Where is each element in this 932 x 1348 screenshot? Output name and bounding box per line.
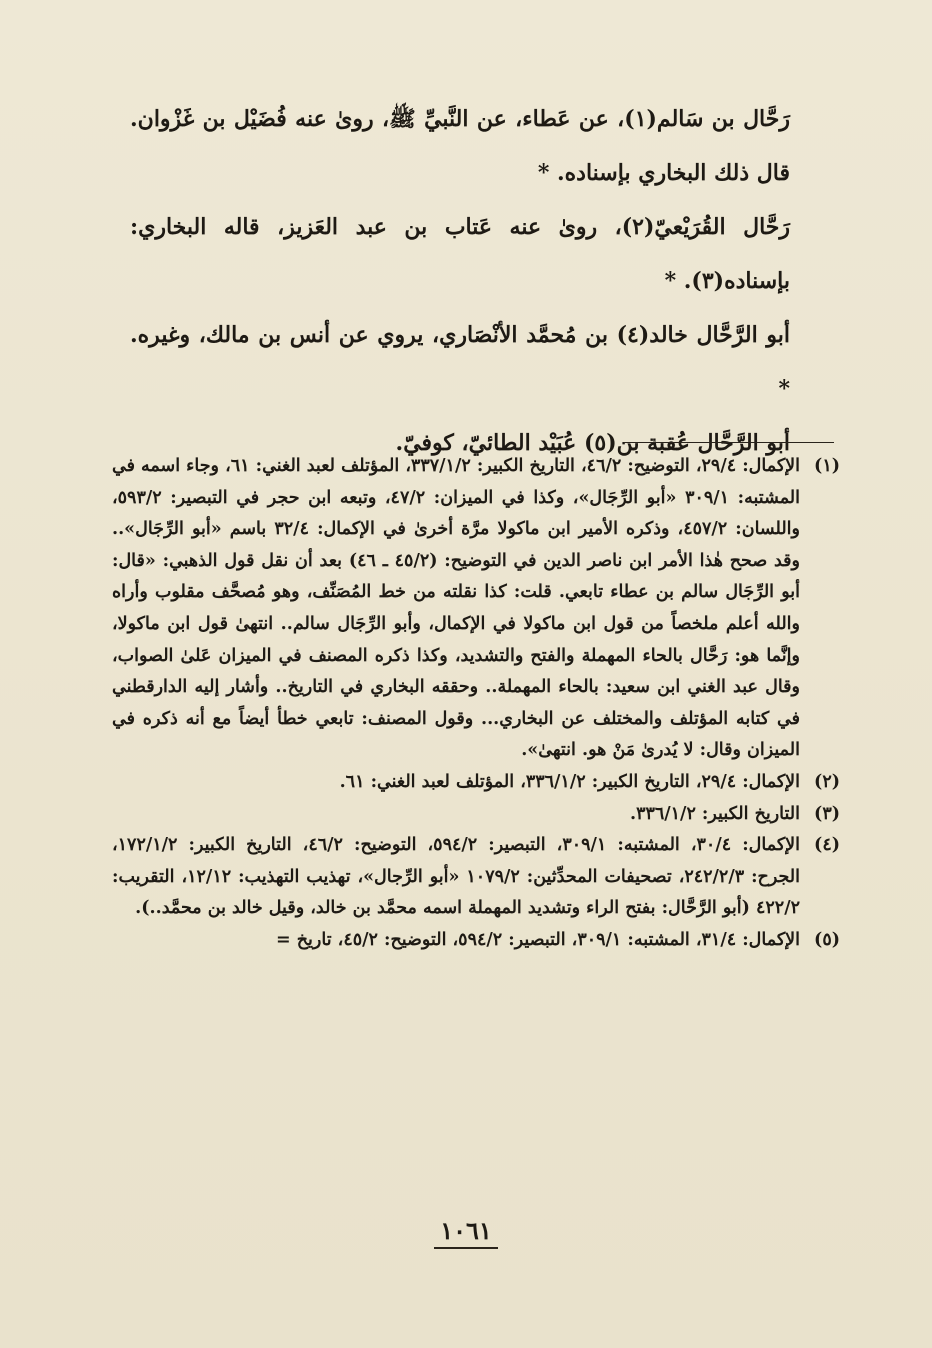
- footnote-text: الإكمال: ٣١/٤، المشتبه: ٣٠٩/١، التبصير: ٥٩٤/٢، التوضيح: ٤٥/٢، تاريخ =: [276, 929, 800, 950]
- entry-rahhal-al-quraii: رَحَّال القُرَيْعيّ(٢)، روىٰ عنه عَتاب بن عبد العَزيز، قاله البخاري: بإسناده(٣). *: [130, 214, 790, 294]
- main-text: [130, 92, 842, 470]
- footnote-number: (٥): [814, 929, 840, 950]
- footnote-3: [112, 799, 840, 831]
- footnote-text: الإكمال: ٢٩/٤، التاريخ الكبير: ٣٣٦/١/٢، المؤتلف لعبد الغني: ٦١.: [339, 771, 800, 792]
- entry-abu-al-rahhal-khalid: أبو الرَّحَّال خالد(٤) بن مُحمَّد الأنْصَاري، يروي عن أنس بن مالك، وغيره. *: [130, 322, 791, 402]
- page-number-label: ١٠٦١: [434, 1216, 498, 1249]
- footnote-number: (٢): [814, 771, 840, 792]
- footnote-text: الإكمال: ٣٠/٤، المشتبه: ٣٠٩/١، التبصير: ٥٩٤/٢، التوضيح: ٤٦/٢، التاريخ الكبير: ١٧٢/١/٢، الجرح: ٢٤٢/٢/٣، تصحيفات المحدِّثين: ١٠٧٩/٢ «أبو الرِّجال»، تهذيب التهذيب: ١٢/١٢، التقريب: ٤٢٢/٢ (أبو الرَّحَّال: بفتح الراء وتشديد المهملة اسمه محمَّد بن خالد، وقيل خالد بن محمَّد..).: [112, 835, 800, 919]
- footnote-number: (٣): [814, 803, 840, 824]
- footnote-1: [112, 451, 840, 767]
- footnote-2: [112, 767, 840, 799]
- footnote-number: (٤): [814, 835, 840, 856]
- footnotes: [112, 451, 840, 957]
- entry-abu-al-rahhal-uqba: أبو الرَّحَّال عُقبة بن(٥) عُبَيْد الطائيّ، كوفيّ.: [395, 430, 790, 456]
- footnote-4: [112, 830, 840, 925]
- entry-rahhal-bin-salim: رَحَّال بن سَالم(١)، عن عَطاء، عن النَّبيِّ ﷺ، روىٰ عنه فُضَيْل بن غَزْوان. قال ذلك البخاري بإسناده. *: [130, 106, 790, 186]
- footnote-number: (١): [814, 456, 840, 476]
- page-number: [0, 1216, 932, 1249]
- footnote-separator: [624, 442, 834, 443]
- footnote-text: الإكمال: ٢٩/٤، التوضيح: ٤٦/٢، التاريخ الكبير: ٣٣٧/١/٢، المؤتلف لعبد الغني: ٦١، وجاء اسمه في المشتبه: ٣٠٩/١ «أبو الرِّجَال»، وكذا في الميزان: ٤٧/٢، وتبعه ابن حجر في التبصير: ٥٩٣/٢، واللسان: ٤٥٧/٢، وذكره الأمير ابن ماكولا مرَّة أخرىٰ في الإكمال: ٣٢/٤ باسم «أبو الرِّجَال».. وقد صحح هٰذا الأمر ابن ناصر الدين في التوضيح: (٤٥/٢ ـ ٤٦) بعد أن نقل قول الذهبي: «قال: أبو الرِّجَال سالم بن عطاء تابعي. قلت: كذا نقلته من خط المُصَنِّف، وهو مُصحَّف مقلوب وأراه والله أعلم ملخصاً من قول ابن ماكولا في الإكمال، وأبو الرِّجَال سالم.. انتهىٰ قول ابن ماكولا، وإنَّما هو: رَحَّال بالحاء المهملة والفتح والتشديد، وكذا ذكره المصنف في الميزان عَلىٰ الصواب، وقال عبد الغني ابن سعيد: بالحاء المهملة.. وحققه البخاري في التاريخ.. وأشار إليه الدارقطني في كتابه المؤتلف والمختلف عن البخاري... وقول المصنف: تابعي خطأ أيضاً مع أنه ذكره في الميزان وقال: لا يُدرىٰ مَنْ هو. انتهىٰ».: [112, 456, 801, 761]
- footnote-text: التاريخ الكبير: ٣٣٦/١/٢.: [629, 803, 800, 824]
- footnote-5: [112, 925, 840, 957]
